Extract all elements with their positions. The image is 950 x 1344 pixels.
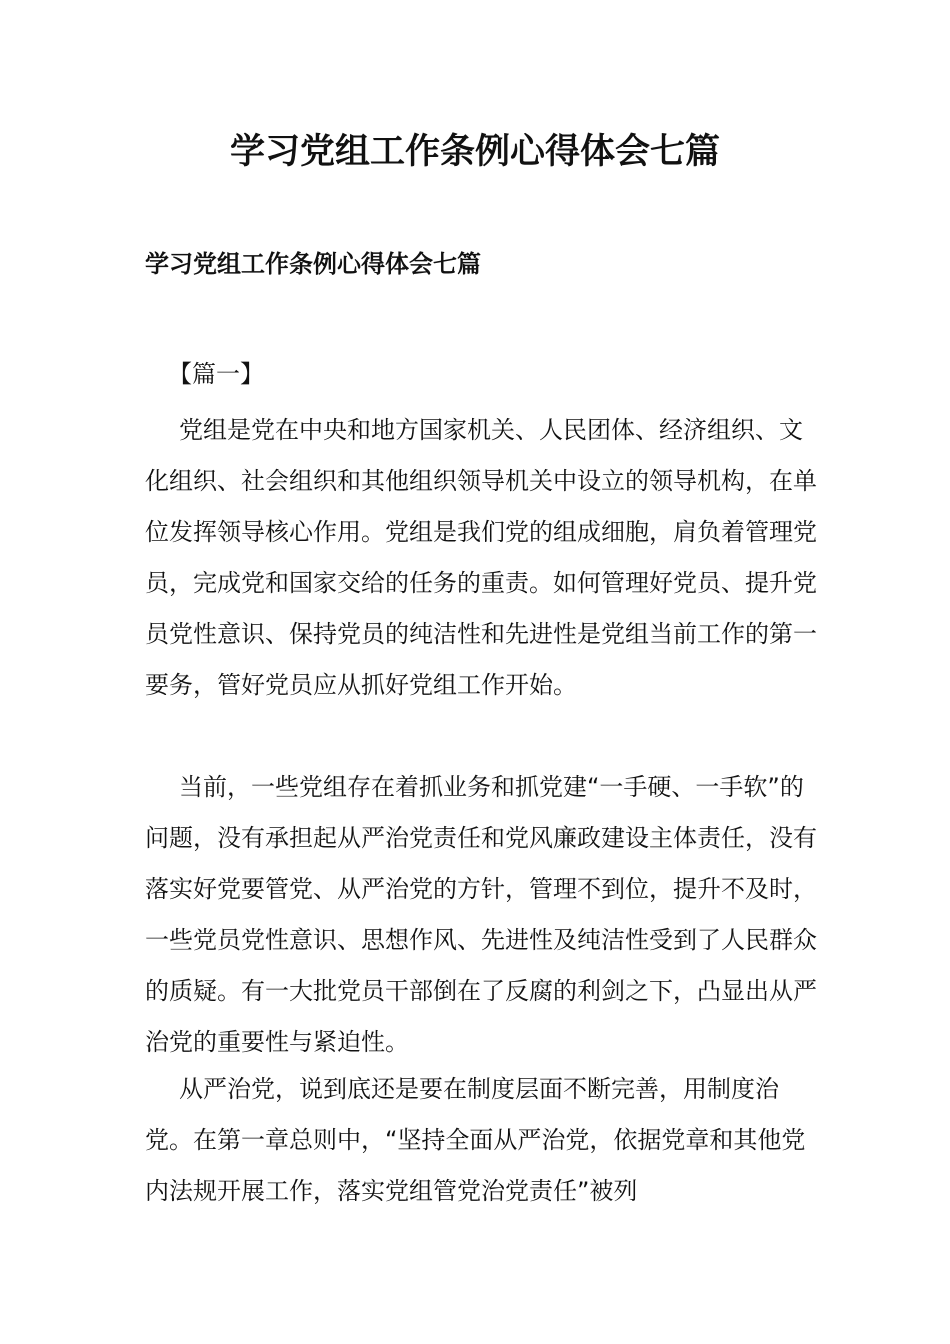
document-title: 学习党组工作条例心得体会七篇 [229, 132, 720, 172]
body-paragraph: 党组是党在中央和地方国家机关、人民团体、经济组织、文化组织、社会组织和其他组织领导机关中设立的领导机构，在单位发挥领导核心作用。党组是我们党的组成细胞，肩负着管理党员，完成党和国家交给的任务的重责。如何管理好党员、提升党员党性意识、保持党员的纯洁性和先进性是党组当前工作的第一要务，管好党员应从抓好党组工作开始。 [145, 416, 817, 699]
section-label: 【篇一】 [168, 360, 264, 388]
body-paragraph: 当前，一些党组存在着抓业务和抓党建“一手硬、一手软”的问题，没有承担起从严治党责任和党风廉政建设主体责任，没有落实好党要管党、从严治党的方针，管理不到位，提升不及时，一些党员党性意识、思想作风、先进性及纯洁性受到了人民群众的质疑。有一大批党员干部倒在了反腐的利剑之下，凸显出从严治党的重要性与紧迫性。 [145, 773, 817, 1056]
document-subtitle: 学习党组工作条例心得体会七篇 [145, 250, 481, 278]
body-paragraph: 从严治党，说到底还是要在制度层面不断完善，用制度治党。在第一章总则中，“坚持全面从严治党，依据党章和其他党内法规开展工作，落实党组管党治党责任”被列 [145, 1075, 806, 1205]
